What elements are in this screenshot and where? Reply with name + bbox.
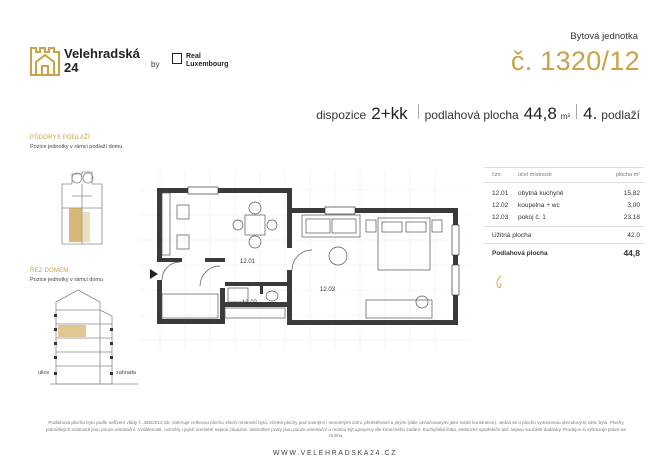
street-label: ulice <box>38 370 50 376</box>
row-code: 12.03 <box>492 213 509 221</box>
unit-specs <box>316 104 640 124</box>
row-name: pokoj č. 1 <box>518 213 546 221</box>
section-location-title: ŘEZ DOMEM <box>30 268 69 274</box>
brand-name-line2: 24 <box>64 60 79 75</box>
disposition-value: 2+kk <box>371 104 408 123</box>
floor-location-subtitle: Pozice jednotky v rámci podlaží domu <box>30 144 123 150</box>
area-label: podlahová plocha <box>424 108 519 122</box>
room-label-1201: 12.01 <box>240 259 256 265</box>
header-name: účel místnosti <box>518 172 552 178</box>
rooms-table <box>484 167 644 262</box>
floor-location-title: PŮDORYS PODLAŽÍ <box>30 135 90 141</box>
brand-name <box>64 47 140 75</box>
area-value: 44,8 <box>523 104 557 123</box>
disposition-label: dispozice <box>316 108 367 122</box>
partner-name <box>186 53 228 69</box>
entrance-arrow-icon <box>150 269 158 279</box>
floor-area-value: 44,8 <box>623 248 640 258</box>
tower-logo-icon <box>30 44 60 76</box>
table-row <box>484 187 644 199</box>
table-row <box>484 211 644 223</box>
brand-name-line1: Velehradská <box>64 46 140 61</box>
unit-label: Bytová jednotka <box>570 31 638 42</box>
row-area: 3,00 <box>627 201 640 209</box>
row-code: 12.02 <box>492 201 509 209</box>
floor-area-label: Podlahová plocha <box>492 249 548 257</box>
spec-divider <box>418 104 419 119</box>
usable-area-label: Užitná plocha <box>492 231 532 239</box>
row-area: 23,18 <box>623 213 640 221</box>
row-code: 12.01 <box>492 189 509 197</box>
signature-icon <box>494 274 506 290</box>
header-area: plocha m² <box>615 172 640 178</box>
room-label-1202: 12.02 <box>242 300 258 306</box>
partner-name-line2: Luxembourg <box>186 61 229 68</box>
unit-highlight-section <box>58 325 86 337</box>
unit-highlight <box>69 208 82 242</box>
floor-value: 4. <box>583 104 598 123</box>
room-label-1203: 12.03 <box>320 287 336 293</box>
table-row <box>484 199 644 211</box>
floor-area-row <box>484 243 644 262</box>
unit-number: č. 1320/12 <box>510 46 640 76</box>
website-link[interactable]: WWW.VELEHRADSKA24.CZ <box>272 450 398 457</box>
section-location-subtitle: Pozice jednotky v rámci domu <box>30 277 104 283</box>
garden-label: zahrada <box>116 370 136 376</box>
row-area: 15,82 <box>623 189 640 197</box>
spec-divider <box>576 104 577 119</box>
partner-logo-icon <box>172 53 182 64</box>
row-name: koupelna + wc <box>518 201 560 209</box>
floor-location-diagram <box>48 168 116 250</box>
table-header <box>484 167 644 183</box>
row-name: obytná kuchyně <box>518 189 564 197</box>
usable-area-row <box>484 226 644 243</box>
partner-name-line1: Real <box>186 53 201 60</box>
floor-label: podlaží <box>601 108 640 122</box>
header-code: čzn. <box>492 172 503 178</box>
area-unit: m² <box>560 112 571 121</box>
usable-area-value: 42,0 <box>627 231 640 239</box>
by-text: by <box>151 60 160 69</box>
footnote: Podlahová plocha bytu podle nařízení vlády č. 366/2013 Sb. zahrnuje celkovou plochu všech místností bytu, včetně plochy pod nosnými i nenosnými zdmi, předstěnami a jinými (dále označovanými jako svislé konstrukce). Jedná se o plochu vymezenou obvodovými zdmi bytu. Plochy jednotlivých místností jsou pouze orientační. Vzdálenosti, rozměry i jejich umístění nejsou závazné. Jednotlivé prvky jsou pouze orientační a mohou být upraveny dle konečného zadání. Kuchyňská linka, elektrické spotřebiče atd. nejsou součástí dodávky. Prodejce si vyhrazuje právo na změnu. <box>46 420 626 438</box>
floor-plan <box>140 170 470 350</box>
